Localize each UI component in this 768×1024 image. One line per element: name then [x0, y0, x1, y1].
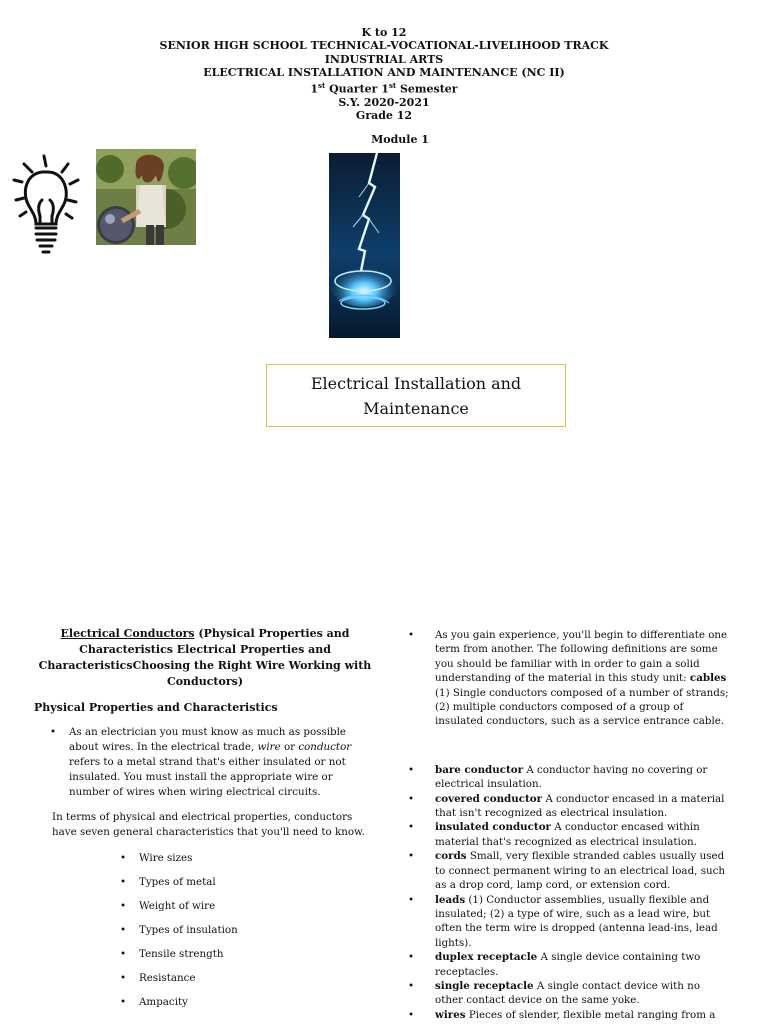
header-line-k12: K to 12 — [361, 26, 407, 39]
header-line-grade: Grade 12 — [355, 109, 413, 123]
document-header — [0, 26, 768, 123]
definition-item: • cords Small, very flexible stranded cables usually used to connect permanent wiring to an electrical load, such as a drop cord, lamp cord, or extension cord. — [408, 849, 730, 892]
section-title: Electrical Conductors (Physical Properties and Characteristics Electrical Properties and CharacteristicsChoosing the Right Wire Working with Conductors) — [38, 627, 372, 688]
definitions-list — [408, 763, 730, 1022]
list-item: • Ampacity — [34, 995, 376, 1019]
definition-item: • duplex receptacle A single device containing two receptacles. — [408, 950, 730, 979]
list-item: • Types of insulation — [34, 923, 376, 947]
list-item: • Resistance — [34, 971, 376, 995]
terms-intro-bullet: • As you gain experience, you'll begin to differentiate one term from another. The following definitions are some you should be familiar with in order to gain a solid understanding of the material in this study unit: cables (1) Single conductors composed of a number of strands; (2) multiple conductors composed of a group of insulated conductors, such as a service entrance cable. — [408, 628, 730, 729]
header-line-quarter: 1st Quarter 1st Semester — [310, 81, 458, 96]
left-column — [34, 626, 376, 1019]
right-column — [408, 628, 730, 1022]
list-item: • Types of metal — [34, 875, 376, 899]
characteristics-list — [34, 851, 376, 1019]
definition-item: • bare conductor A conductor having no covering or electrical insulation. — [408, 763, 730, 792]
header-line-school-year: S.Y. 2020-2021 — [338, 96, 430, 110]
wire-definition-bullet: • As an electrician you must know as much as possible about wires. In the electrical trade, wire or conductor refers to a metal strand that's either insulated or not insulated. You must install the appropriate wire or number of wires when wiring electrical circuits. — [34, 725, 376, 800]
definition-item: • covered conductor A conductor encased in a material that isn't recognized as electrical insulation. — [408, 792, 730, 821]
module-label: Module 1 — [371, 133, 429, 146]
definition-item: • wires Pieces of slender, flexible metal ranging from a — [408, 1008, 730, 1022]
list-item: • Tensile strength — [34, 947, 376, 971]
definition-item: • leads (1) Conductor assemblies, usually flexible and insulated; (2) a type of wire, such as a lead wire, but often the term wire is dropped (antenna lead-ins, lead lights). — [408, 893, 730, 951]
header-line-course: ELECTRICAL INSTALLATION AND MAINTENANCE (NC II) — [203, 65, 565, 79]
list-item: • Wire sizes — [34, 851, 376, 875]
definition-item: • insulated conductor A conductor encased within material that's recognized as electrical insulation. — [408, 820, 730, 849]
characteristics-intro: In terms of physical and electrical properties, conductors have seven general characteristics that you'll need to know. — [52, 811, 365, 838]
section-title-link[interactable]: Electrical Conductors — [60, 627, 195, 640]
header-line-strand: INDUSTRIAL ARTS — [324, 52, 444, 66]
lightbulb-icon — [12, 152, 90, 262]
header-line-track: SENIOR HIGH SCHOOL TECHNICAL-VOCATIONAL-LIVELIHOOD TRACK — [159, 39, 609, 53]
lightning-photo — [329, 153, 400, 338]
subsection-title: Physical Properties and Characteristics — [34, 701, 278, 714]
definition-item: • single receptacle A single contact device with no other contact device on the same yoke. — [408, 979, 730, 1008]
course-title-box: Electrical Installation and Maintenance — [266, 364, 566, 427]
plasma-ball-photo — [96, 149, 196, 245]
list-item: • Weight of wire — [34, 899, 376, 923]
